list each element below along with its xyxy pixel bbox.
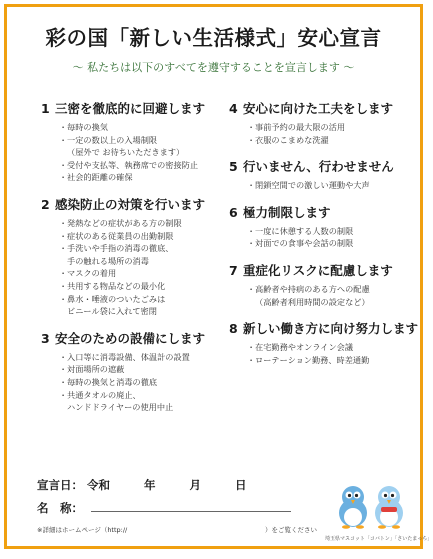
bullet-icon: ・ <box>59 364 68 375</box>
bullet-icon: ・ <box>59 159 68 170</box>
bullet-icon: ・ <box>59 293 68 304</box>
section-items <box>247 179 419 192</box>
list-item <box>59 267 226 280</box>
section-heading <box>229 101 419 117</box>
list-item <box>59 146 226 159</box>
list-item-text: 在宅勤務やオンライン会議 <box>255 342 354 353</box>
bullet-icon: ・ <box>247 354 256 365</box>
date-day-unit: 日 <box>235 478 247 492</box>
list-item-text: 手の触れる場所の消毒 <box>67 255 149 266</box>
list-item-text: 共用する物品などの最小化 <box>67 280 166 291</box>
list-item <box>247 341 419 354</box>
section-items <box>59 351 226 414</box>
list-item <box>59 230 226 243</box>
declaration-frame <box>4 4 433 549</box>
bullet-icon: ・ <box>59 389 68 400</box>
list-item-text: ハンドドライヤーの使用中止 <box>67 402 174 413</box>
bullet-icon: ・ <box>247 134 256 145</box>
list-item <box>59 217 226 230</box>
list-item <box>59 242 226 255</box>
section-items <box>247 283 419 308</box>
date-year-unit: 年 <box>144 478 156 492</box>
list-item-text: ローテーション勤務、時差通勤 <box>255 354 370 365</box>
date-label: 宣言日： <box>37 478 83 492</box>
section-title: 三密を徹底的に回避します <box>55 101 206 116</box>
section-heading <box>229 159 419 175</box>
list-item-text: 対面場所の遮蔽 <box>67 364 125 375</box>
section-2 <box>41 197 226 318</box>
section-title: 感染防止の対策を行います <box>55 196 206 212</box>
bullet-icon: ・ <box>59 217 68 228</box>
list-item-text: 一度に休憩する人数の制限 <box>255 225 354 236</box>
bullet-icon: ・ <box>247 283 256 294</box>
bullet-icon: ・ <box>59 230 68 241</box>
name-row <box>37 499 291 521</box>
section-heading <box>41 101 226 117</box>
section-number: 7 <box>229 262 238 278</box>
list-item-text: 閉鎖空間での激しい運動や大声 <box>255 180 370 191</box>
list-item-text: 共通タオルの廃止、 <box>67 389 141 400</box>
section-title: 行いません、行わせません <box>243 159 394 175</box>
bullet-icon: ・ <box>59 376 68 387</box>
bullet-icon: ・ <box>59 243 68 254</box>
section-5 <box>229 159 419 192</box>
bullet-icon: ・ <box>59 172 68 183</box>
section-items <box>59 121 226 184</box>
bullet-icon: ・ <box>59 268 68 279</box>
section-number: 1 <box>41 101 50 116</box>
bullet-icon: ・ <box>59 134 68 145</box>
list-item <box>59 363 226 376</box>
list-item-text: （屋外で お待ちいただきます） <box>67 147 185 158</box>
list-item-text: 症状のある従業員の出勤制限 <box>67 230 174 241</box>
list-item-text: 事前予約の最大限の活用 <box>255 122 346 132</box>
date-era: 令和 <box>87 478 110 492</box>
list-item <box>247 237 419 250</box>
list-item <box>59 351 226 364</box>
date-month-unit: 月 <box>189 478 201 492</box>
section-number: 6 <box>229 204 238 220</box>
bullet-icon: ・ <box>247 238 256 249</box>
list-item <box>59 305 226 318</box>
section-heading <box>229 263 419 279</box>
list-item-text: 毎時の換気と消毒の徹底 <box>67 376 158 387</box>
section-title: 重症化リスクに配慮します <box>243 262 393 278</box>
section-title: 安心に向けた工夫をします <box>243 101 394 116</box>
section-1 <box>41 101 226 184</box>
bullet-icon: ・ <box>247 342 256 353</box>
list-item-text: マスクの着用 <box>67 268 117 279</box>
list-item-text: 手洗いや手指の消毒の徹底、 <box>67 243 174 254</box>
list-item <box>59 389 226 402</box>
list-item <box>59 401 226 414</box>
list-item-text: （高齢者利用時間の設定など） <box>255 296 370 307</box>
name-label: 名 称： <box>37 501 83 515</box>
bullet-icon: ・ <box>247 225 256 236</box>
section-title: 極力制限します <box>243 204 331 220</box>
section-heading <box>229 321 419 337</box>
footer-url-note: ※詳細はホームページ（http:// <box>37 526 128 534</box>
list-item <box>247 354 419 367</box>
list-item <box>247 296 419 309</box>
section-6 <box>229 205 419 250</box>
section-items <box>247 341 419 366</box>
section-title: 新しい働き方に向け努力します <box>243 321 419 337</box>
page-title: 彩の国「新しい生活様式」安心宣言 <box>45 26 382 50</box>
bullet-icon: ・ <box>59 122 68 132</box>
bullet-icon: ・ <box>59 351 68 362</box>
section-title: 安全のための設備にします <box>55 330 206 346</box>
section-items <box>247 225 419 250</box>
right-column <box>229 101 419 379</box>
bullet-icon: ・ <box>59 280 68 291</box>
list-item <box>247 179 419 192</box>
list-item-text: 受付や支払等、執務席での密接防止 <box>67 159 199 170</box>
section-8 <box>229 321 419 366</box>
list-item-text: 衣服のこまめな洗濯 <box>255 134 329 145</box>
section-number: 4 <box>229 101 238 116</box>
saitamacchi-mascot <box>375 486 403 529</box>
bullet-icon: ・ <box>247 122 256 132</box>
name-line <box>91 499 291 512</box>
section-number: 5 <box>229 159 238 175</box>
list-item-text: 入口等に消毒設備、体温計の設置 <box>67 351 190 362</box>
kobaton-mascot <box>339 486 367 529</box>
list-item-text: 一定の数以上の入場制限 <box>67 134 158 145</box>
list-item-text: 発熱などの症状がある方の制限 <box>67 217 182 228</box>
list-item <box>59 159 226 172</box>
list-item <box>247 225 419 238</box>
mascot-caption: 埼玉県マスコット「コバトン」「さいたまっち」 <box>325 536 433 542</box>
list-item-text: 毎時の換気 <box>67 122 108 132</box>
bullet-icon: ・ <box>247 180 256 191</box>
declaration-fields <box>37 477 291 521</box>
list-item-text: 社会的距離の確保 <box>67 172 133 183</box>
list-item <box>59 121 226 134</box>
mascot-illustration <box>331 481 411 529</box>
section-items <box>247 121 419 146</box>
list-item <box>59 171 226 184</box>
section-number: 8 <box>229 321 238 337</box>
section-items <box>59 217 226 318</box>
section-heading <box>41 197 226 213</box>
section-7 <box>229 263 419 308</box>
list-item <box>59 134 226 147</box>
section-number: 2 <box>41 196 50 212</box>
list-item <box>59 255 226 268</box>
section-heading <box>41 331 226 347</box>
list-item <box>59 293 226 306</box>
list-item-text: 鼻水・唾液のついたごみは <box>67 293 166 304</box>
section-number: 3 <box>41 330 50 346</box>
list-item-text: 高齢者や持病のある方への配慮 <box>255 283 370 294</box>
list-item <box>247 121 419 134</box>
list-item <box>247 134 419 147</box>
list-item-text: ビニール袋に入れて密閉 <box>67 306 157 317</box>
list-item <box>59 280 226 293</box>
section-3 <box>41 331 226 414</box>
page-subtitle: ～ 私たちは以下のすべてを遵守することを宣言します ～ <box>72 61 355 74</box>
list-item <box>247 283 419 296</box>
footer-url-note-end: ）をご覧ください <box>265 526 317 534</box>
section-4 <box>229 101 419 146</box>
left-column <box>41 101 226 427</box>
list-item <box>59 376 226 389</box>
section-heading <box>229 205 419 221</box>
date-row <box>37 477 291 499</box>
list-item-text: 対面での食事や会話の制限 <box>255 238 354 249</box>
